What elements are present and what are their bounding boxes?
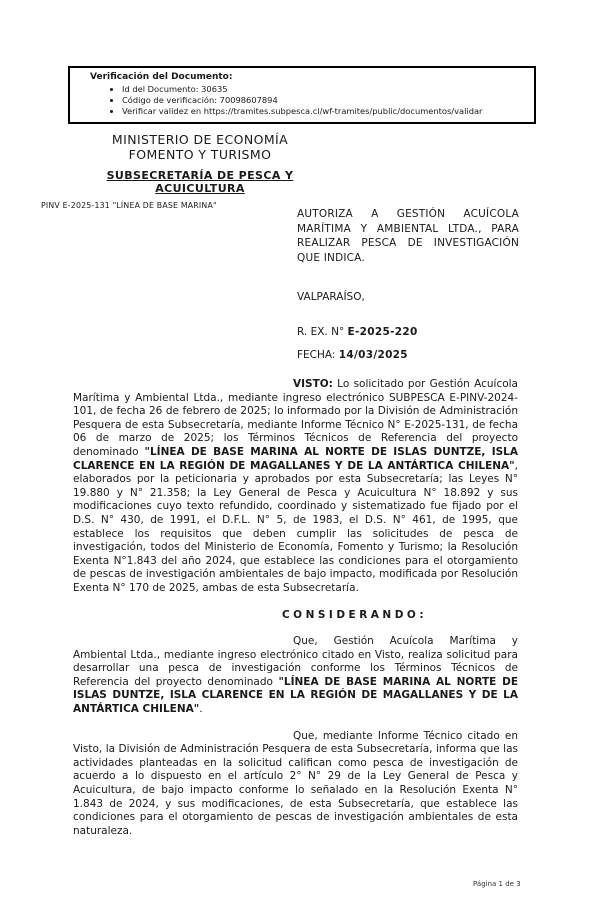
resolution-number: E-2025-220 <box>347 326 418 338</box>
subsecretaria-name-line2: ACUICULTURA <box>155 182 245 195</box>
date-label: FECHA: <box>297 349 339 361</box>
considerando-1-project-title: "LÍNEA DE BASE MARINA AL NORTE DE ISLAS DUNTZE, ISLA CLARENCE EN LA REGIÓN DE MAGALLANES Y DE LA ANTÁRTICA CHILENA" <box>73 675 518 716</box>
considerando-1-text: Que, Gestión Acuícola Marítima y Ambiental Ltda., mediante ingreso electrónico citado en Visto, realiza solicitud para desarrollar una pesca de investigación conforme los Términos Técnicos de Referencia del proyecto denominado <box>73 635 518 688</box>
verification-item-document-id: • Id del Documento: 30635 <box>122 84 528 95</box>
resolution-subject: AUTORIZA A GESTIÓN ACUÍCOLA MARÍTIMA Y AMBIENTAL LTDA., PARA REALIZAR PESCA DE INVESTIGACIÓN QUE INDICA. <box>297 208 519 264</box>
subsecretaria-name-line1: SUBSECRETARÍA DE PESCA Y <box>106 169 294 182</box>
letterhead <box>40 132 360 195</box>
considerando-paragraph-2: Que, mediante Informe Técnico citado en Visto, la División de Administración Pesquera de esta Subsecretaría, informa que las actividades planteadas en la solicitud califican como pesca de investigación de acuerdo a lo dispuesto en el artículo 2° N° 29 de la Ley General de Pesca y Acuicultura, de bajo impacto conforme lo señalado en la Resolución Exenta N° 1.843 de 2024, y sus modificaciones, de esta Subsecretaría, que establece las condiciones para el otorgamiento de pescas de investigación ambientales de esta naturaleza. <box>73 729 518 837</box>
ministry-name-line1: MINISTERIO DE ECONOMÍA <box>111 132 289 147</box>
verification-item-url: • Verificar validez en https://tramites.subpesca.cl/wf-tramites/public/documentos/validar <box>122 106 528 117</box>
verification-list <box>90 84 528 117</box>
visto-text-before-title: Lo solicitado por Gestión Acuícola Marítima y Ambiental Ltda., mediante ingreso electrónico SUBPESCA E-PINV-2024-101, de fecha 26 de febrero de 2025; lo informado por la División de Administración Pesquera de esta Subsecretaría, mediante Informe Técnico N° E-2025-131, de fecha 06 de marzo de 2025; los Términos Técnicos de Referencia del proyecto denominado <box>73 378 518 458</box>
ministry-name-line2: FOMENTO Y TURISMO <box>128 147 272 162</box>
verification-title: Verificación del Documento: <box>90 72 233 82</box>
date-line <box>297 349 519 361</box>
date-value: 14/03/2025 <box>338 349 408 361</box>
considerando-1-period: . <box>199 703 203 716</box>
verification-item-code: • Código de verificación: 70098607894 <box>122 95 528 106</box>
city-line: VALPARAÍSO, <box>297 291 365 303</box>
ministry-name <box>40 132 360 162</box>
visto-paragraph <box>73 378 518 596</box>
considerando-heading: CONSIDERANDO: <box>281 608 428 621</box>
verification-box <box>68 66 536 124</box>
resolution-number-label: R. EX. N° <box>297 326 348 338</box>
page-number: Página 1 de 3 <box>473 880 521 888</box>
subsecretaria-name <box>40 169 360 195</box>
resolution-number-line <box>297 326 519 338</box>
pinv-reference: PINV E-2025-131 "LÍNEA DE BASE MARINA" <box>41 201 217 210</box>
visto-text-after-title: , elaborados por la peticionaria y aprobados por esta Subsecretaría; las Leyes N° 19.880 y N° 21.358; la Ley General de Pesca y Acuicultura N° 18.892 y sus modificaciones cuyo texto refundido, coordinado y sistematizado fue fijado por el D.S. N° 430, de 1991, el D.F.L. N° 5, de 1983, el D.S. N° 461, de 1995, que establece los requisitos que deben cumplir las solicitudes de pesca de investigación, todos del Ministerio de Economía, Fomento y Turismo; la Resolución Exenta N°1.843 del año 2024, que establece las condiciones para el otorgamiento de pescas de investigación ambientales de bajo impacto, modificada por Resolución Exenta N° 170 de 2025, ambas de esta Subsecretaría. <box>73 459 518 594</box>
considerando-paragraph-1 <box>73 635 518 717</box>
visto-label: VISTO: <box>293 378 333 390</box>
resolution-title-block <box>297 207 519 361</box>
document-body <box>73 378 518 851</box>
visto-project-title: "LÍNEA DE BASE MARINA AL NORTE DE ISLAS DUNTZE, ISLA CLARENCE EN LA REGIÓN DE MAGALLANES Y DE LA ANTÁRTICA CHILENA" <box>73 445 518 472</box>
